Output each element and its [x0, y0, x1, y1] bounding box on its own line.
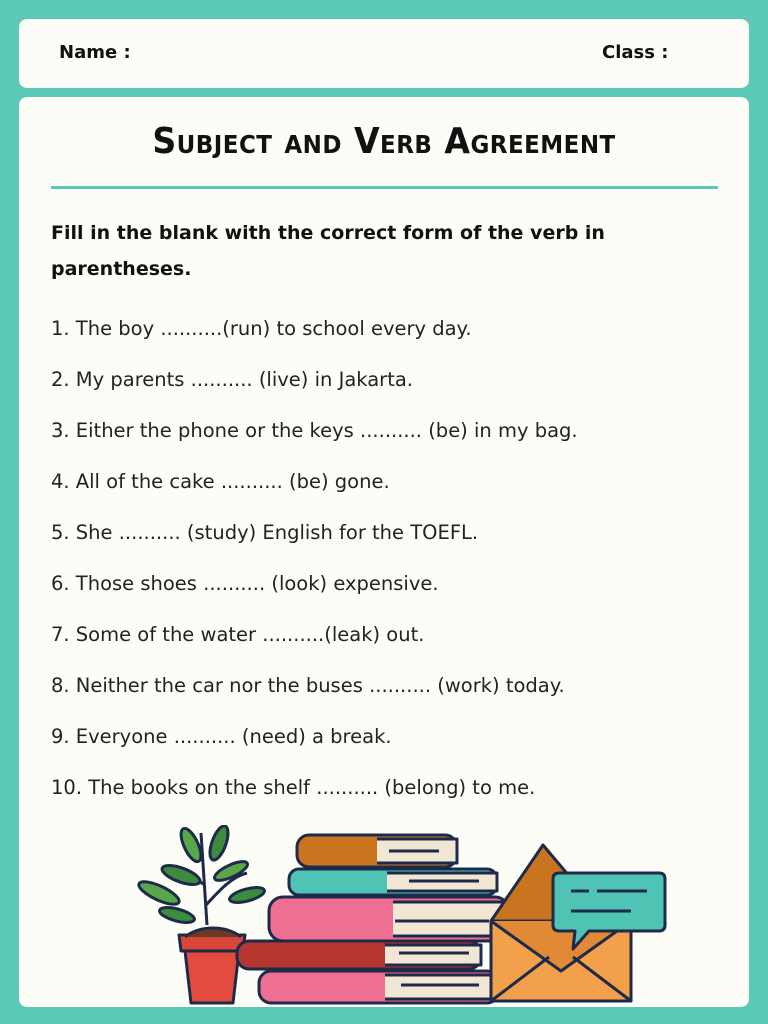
- title-divider: [51, 186, 718, 189]
- question-item: 2. My parents .......... (live) in Jakarta.: [51, 368, 413, 391]
- class-label: Class :: [602, 42, 669, 63]
- name-label: Name :: [59, 42, 131, 63]
- study-illustration: [119, 825, 679, 1007]
- instructions: Fill in the blank with the correct form of the verb in parentheses.: [51, 222, 605, 280]
- question-item: 3. Either the phone or the keys .......... (be) in my bag.: [51, 419, 578, 442]
- worksheet-card: [19, 97, 749, 1007]
- question-item: 8. Neither the car nor the buses .......... (work) today.: [51, 674, 565, 697]
- question-item: 1. The boy ..........(run) to school every day.: [51, 317, 472, 340]
- header-card: [19, 19, 749, 88]
- page-title: Subject and Verb Agreement: [152, 121, 616, 162]
- question-item: 9. Everyone .......... (need) a break.: [51, 725, 392, 748]
- question-item: 7. Some of the water ..........(leak) out.: [51, 623, 425, 646]
- book-stack-icon: [237, 835, 509, 1003]
- question-item: 10. The books on the shelf .......... (belong) to me.: [51, 776, 536, 799]
- question-item: 5. She .......... (study) English for the TOEFL.: [51, 521, 479, 544]
- question-item: 4. All of the cake .......... (be) gone.: [51, 470, 390, 493]
- question-item: 6. Those shoes .......... (look) expensive.: [51, 572, 439, 595]
- question-list: [51, 314, 731, 824]
- plant-icon: [136, 825, 266, 1003]
